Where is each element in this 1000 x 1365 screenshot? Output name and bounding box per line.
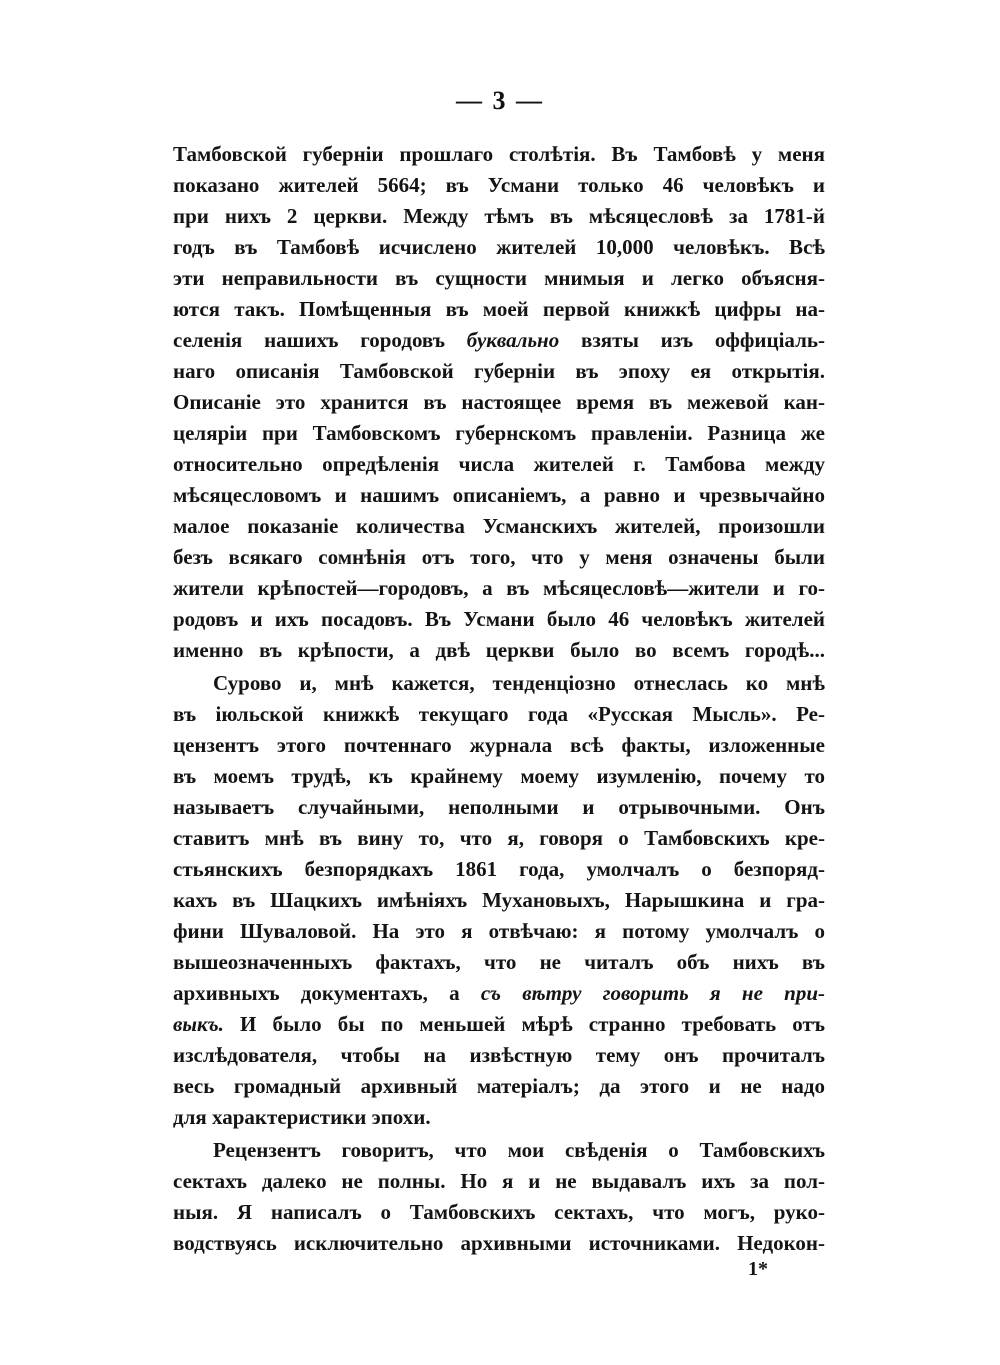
text-line: фини Шуваловой. На это я отвѣчаю: я потому умолчалъ о: [173, 919, 825, 943]
text-segment: селенія нашихъ городовъ: [173, 328, 467, 352]
text-line: относительно опредѣленія числа жителей г. Тамбова между: [173, 452, 825, 476]
text-line: наго описанія Тамбовской губерніи въ эпоху ея открытія.: [173, 359, 825, 383]
text-line: показано жителей 5664; въ Усмани только 46 человѣкъ и: [173, 173, 825, 197]
text-line: стьянскихъ безпорядкахъ 1861 года, умолчалъ о безпоряд-: [173, 857, 825, 881]
text-line: кахъ въ Шацкихъ имѣніяхъ Мухановыхъ, Нарышкина и гра-: [173, 888, 825, 912]
text-line: Рецензентъ говоритъ, что мои свѣденія о Тамбовскихъ: [213, 1138, 825, 1162]
text-line: цензентъ этого почтеннаго журнала всѣ факты, изложенные: [173, 733, 825, 757]
text-line: мѣсяцесловомъ и нашимъ описаніемъ, а равно и чрезвычайно: [173, 483, 825, 507]
text-line: целяріи при Тамбовскомъ губернскомъ правленіи. Разница же: [173, 421, 825, 445]
text-line: эти неправильности въ сущности мнимыя и легко объясня-: [173, 266, 825, 290]
text-line: ставитъ мнѣ въ вину то, что я, говоря о Тамбовскихъ кре-: [173, 826, 825, 850]
paragraph: [173, 1135, 825, 1259]
text-line: жители крѣпостей—городовъ, а въ мѣсяцесловѣ—жители и го-: [173, 576, 825, 600]
text-line: годъ въ Тамбовѣ исчислено жителей 10,000 человѣкъ. Всѣ: [173, 235, 825, 259]
page-number: — 3 —: [456, 86, 544, 115]
text-line: сектахъ далеко не полны. Но я и не выдавалъ ихъ за пол-: [173, 1169, 825, 1193]
italic-text: съ вѣтру говорить я не при-: [480, 981, 825, 1005]
italic-text: выкъ.: [173, 1012, 224, 1036]
text-line: при нихъ 2 церкви. Между тѣмъ въ мѣсяцесловѣ за 1781-й: [173, 204, 825, 228]
text-line: водствуясь исключительно архивными источниками. Недокон-: [173, 1231, 825, 1255]
text-line: именно въ крѣпости, а двѣ церкви было во всемъ городѣ...: [173, 638, 825, 662]
text-line: въ іюльской книжкѣ текущаго года «Русская Мысль». Ре-: [173, 702, 825, 726]
text-line: вышеозначенныхъ фактахъ, что не читалъ объ нихъ въ: [173, 950, 825, 974]
signature-mark: 1*: [748, 1258, 768, 1280]
text-line: называетъ случайными, неполными и отрывочными. Онъ: [173, 795, 825, 819]
text-line: для характеристики эпохи.: [173, 1105, 431, 1129]
text-line: ются такъ. Помѣщенныя въ моей первой книжкѣ цифры на-: [173, 297, 825, 321]
text-line: изслѣдователя, чтобы на извѣстную тему онъ прочиталъ: [173, 1043, 825, 1067]
text-line: Тамбовской губерніи прошлаго столѣтія. Въ Тамбовѣ у меня: [173, 142, 825, 166]
text-segment: взяты изъ оффиціаль-: [559, 328, 825, 352]
text-line: въ моемъ трудѣ, къ крайнему моему изумленію, почему то: [173, 764, 825, 788]
text-line: Описаніе это хранится въ настоящее время въ межевой кан-: [173, 390, 825, 414]
text-line: безъ всякаго сомнѣнія отъ того, что у меня означены были: [173, 545, 825, 569]
text-segment: И было бы по меньшей мѣрѣ странно требовать отъ: [223, 1012, 825, 1036]
italic-text: буквально: [466, 328, 560, 352]
text-line: [173, 325, 825, 356]
body-text: [173, 139, 825, 1259]
text-line: Сурово и, мнѣ кажется, тенденціозно отнеслась ко мнѣ: [213, 671, 825, 695]
text-line: ныя. Я написалъ о Тамбовскихъ сектахъ, что могъ, руко-: [173, 1200, 825, 1224]
paragraph: [173, 139, 825, 666]
text-line: [173, 978, 825, 1009]
text-line: весь громадный архивный матеріалъ; да этого и не надо: [173, 1074, 825, 1098]
text-line: малое показаніе количества Усманскихъ жителей, произошли: [173, 514, 825, 538]
paragraph: [173, 668, 825, 1133]
text-segment: архивныхъ документахъ, а: [173, 981, 481, 1005]
text-line: родовъ и ихъ посадовъ. Въ Усмани было 46 человѣкъ жителей: [173, 607, 825, 631]
text-line: [173, 1009, 825, 1040]
